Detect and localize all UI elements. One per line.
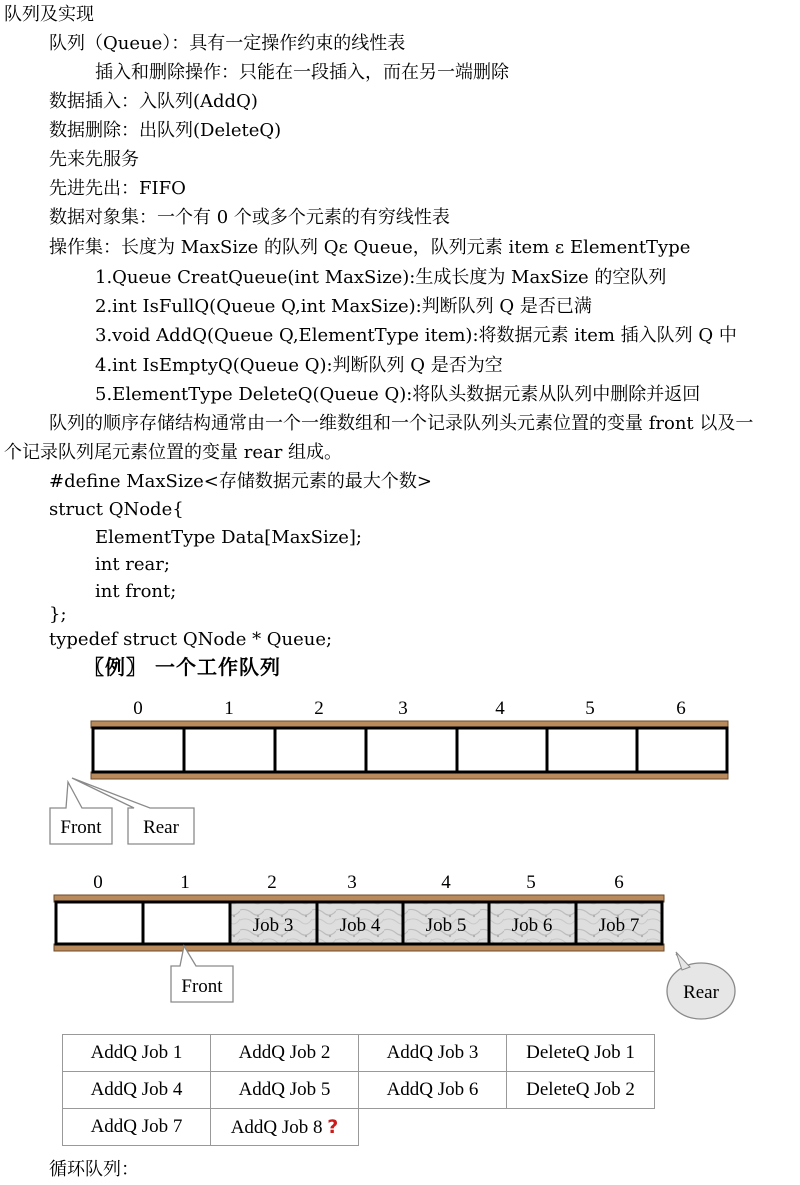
code-struct-open: struct QNode{ [49,499,184,520]
operation-set-line: 操作集：长度为 MaxSize 的队列 Qε Queue，队列元素 item ε ElementType [49,237,691,258]
code-struct-close: }; [49,604,67,625]
data-insert-line: 数据插入：入队列(AddQ) [49,91,258,112]
table-cell [211,1109,359,1146]
fcfs-line: 先来先服务 [49,149,139,170]
fifo-line: 先进先出：FIFO [49,178,186,199]
front-callout [171,946,233,1002]
table-cell: AddQ Job 2 [211,1035,359,1072]
index-label: 1 [180,872,190,893]
table-cell: AddQ Job 5 [211,1072,359,1109]
array-cell [547,728,637,772]
table-cell: AddQ Job 6 [359,1072,507,1109]
code-rear-field: int rear; [95,554,170,575]
array-cell [637,728,727,772]
insert-delete-rule: 插入和删除操作：只能在一段插入，而在另一端删除 [95,62,509,83]
index-label: 2 [267,872,277,893]
job-label: Job 4 [339,915,381,936]
array-cell [184,728,275,772]
operation-4: 4.int IsEmptyQ(Queue Q):判断队列 Q 是否为空 [95,355,503,376]
array-cell [143,902,230,944]
doc-title: 队列及实现 [4,4,94,25]
index-label: 6 [614,872,624,893]
code-front-field: int front; [95,581,177,602]
array-cell [56,902,143,944]
job-queue-diagram [0,866,800,1026]
definition-line: 队列（Queue）：具有一定操作约束的线性表 [49,33,406,54]
index-label: 4 [441,872,451,893]
front-label: Front [60,817,102,838]
table-cell: AddQ Job 1 [63,1035,211,1072]
index-label: 3 [398,698,408,719]
index-label: 2 [314,698,324,719]
index-labels [133,698,686,719]
array-cell [366,728,457,772]
index-label: 0 [93,872,103,893]
table-cell: DeleteQ Job 2 [507,1072,655,1109]
index-label: 5 [585,698,595,719]
operation-5: 5.ElementType DeleteQ(Queue Q):将队头数据元素从队列中删除并返回 [95,384,701,405]
table-row [63,1035,655,1072]
data-delete-line: 数据删除：出队列(DeleteQ) [49,120,282,141]
rear-label: Rear [143,817,179,838]
array-cell [93,728,184,772]
operation-2: 2.int IsFullQ(Queue Q,int MaxSize):判断队列 Q 是否已满 [95,296,592,317]
job-label: Job 6 [511,915,553,936]
rear-callout [667,952,735,1019]
circular-queue-heading: 循环队列： [49,1159,139,1180]
index-label: 4 [495,698,505,719]
job-label: Job 5 [425,915,467,936]
index-label: 0 [133,698,143,719]
table-row [63,1072,655,1109]
operation-1: 1.Queue CreatQueue(int MaxSize):生成长度为 MaxSize 的空队列 [95,267,667,288]
table-row [63,1109,655,1146]
table-cell: AddQ Job 3 [359,1035,507,1072]
table-cell: DeleteQ Job 1 [507,1035,655,1072]
storage-paragraph-line-2: 个记录队列尾元素位置的变量 rear 组成。 [4,442,343,463]
table-cell-empty [359,1109,507,1146]
array-cells [93,728,727,772]
code-data-field: ElementType Data[MaxSize]; [95,527,362,548]
rear-label: Rear [683,982,719,1003]
array-cell [457,728,547,772]
array-cell [275,728,366,772]
table-cell: AddQ Job 4 [63,1072,211,1109]
front-label: Front [181,976,223,997]
code-typedef: typedef struct QNode * Queue; [49,629,333,650]
index-label: 1 [224,698,234,719]
operations-table [62,1034,655,1146]
job-label: Job 3 [252,915,294,936]
index-label: 5 [526,872,536,893]
index-label: 3 [347,872,357,893]
empty-queue-diagram [0,690,800,855]
job-label: Job 7 [598,915,640,936]
question-mark: ? [327,1115,339,1138]
index-label: 6 [676,698,686,719]
index-labels [93,872,624,893]
table-cell: AddQ Job 7 [63,1109,211,1146]
example-title: 〖例〗 一个工作队列 [84,655,281,679]
code-define: #define MaxSize<存储数据元素的最大个数> [49,471,432,492]
storage-paragraph-line-1: 队列的顺序存储结构通常由一个一维数组和一个记录队列头元素位置的变量 front 以及一 [49,413,754,434]
table-cell-empty [507,1109,655,1146]
operation-3: 3.void AddQ(Queue Q,ElementType item):将数据元素 item 插入队列 Q 中 [95,325,737,346]
data-object-line: 数据对象集：一个有 0 个或多个元素的有穷线性表 [49,207,450,228]
table-cell-text: AddQ Job 8 [230,1116,323,1138]
